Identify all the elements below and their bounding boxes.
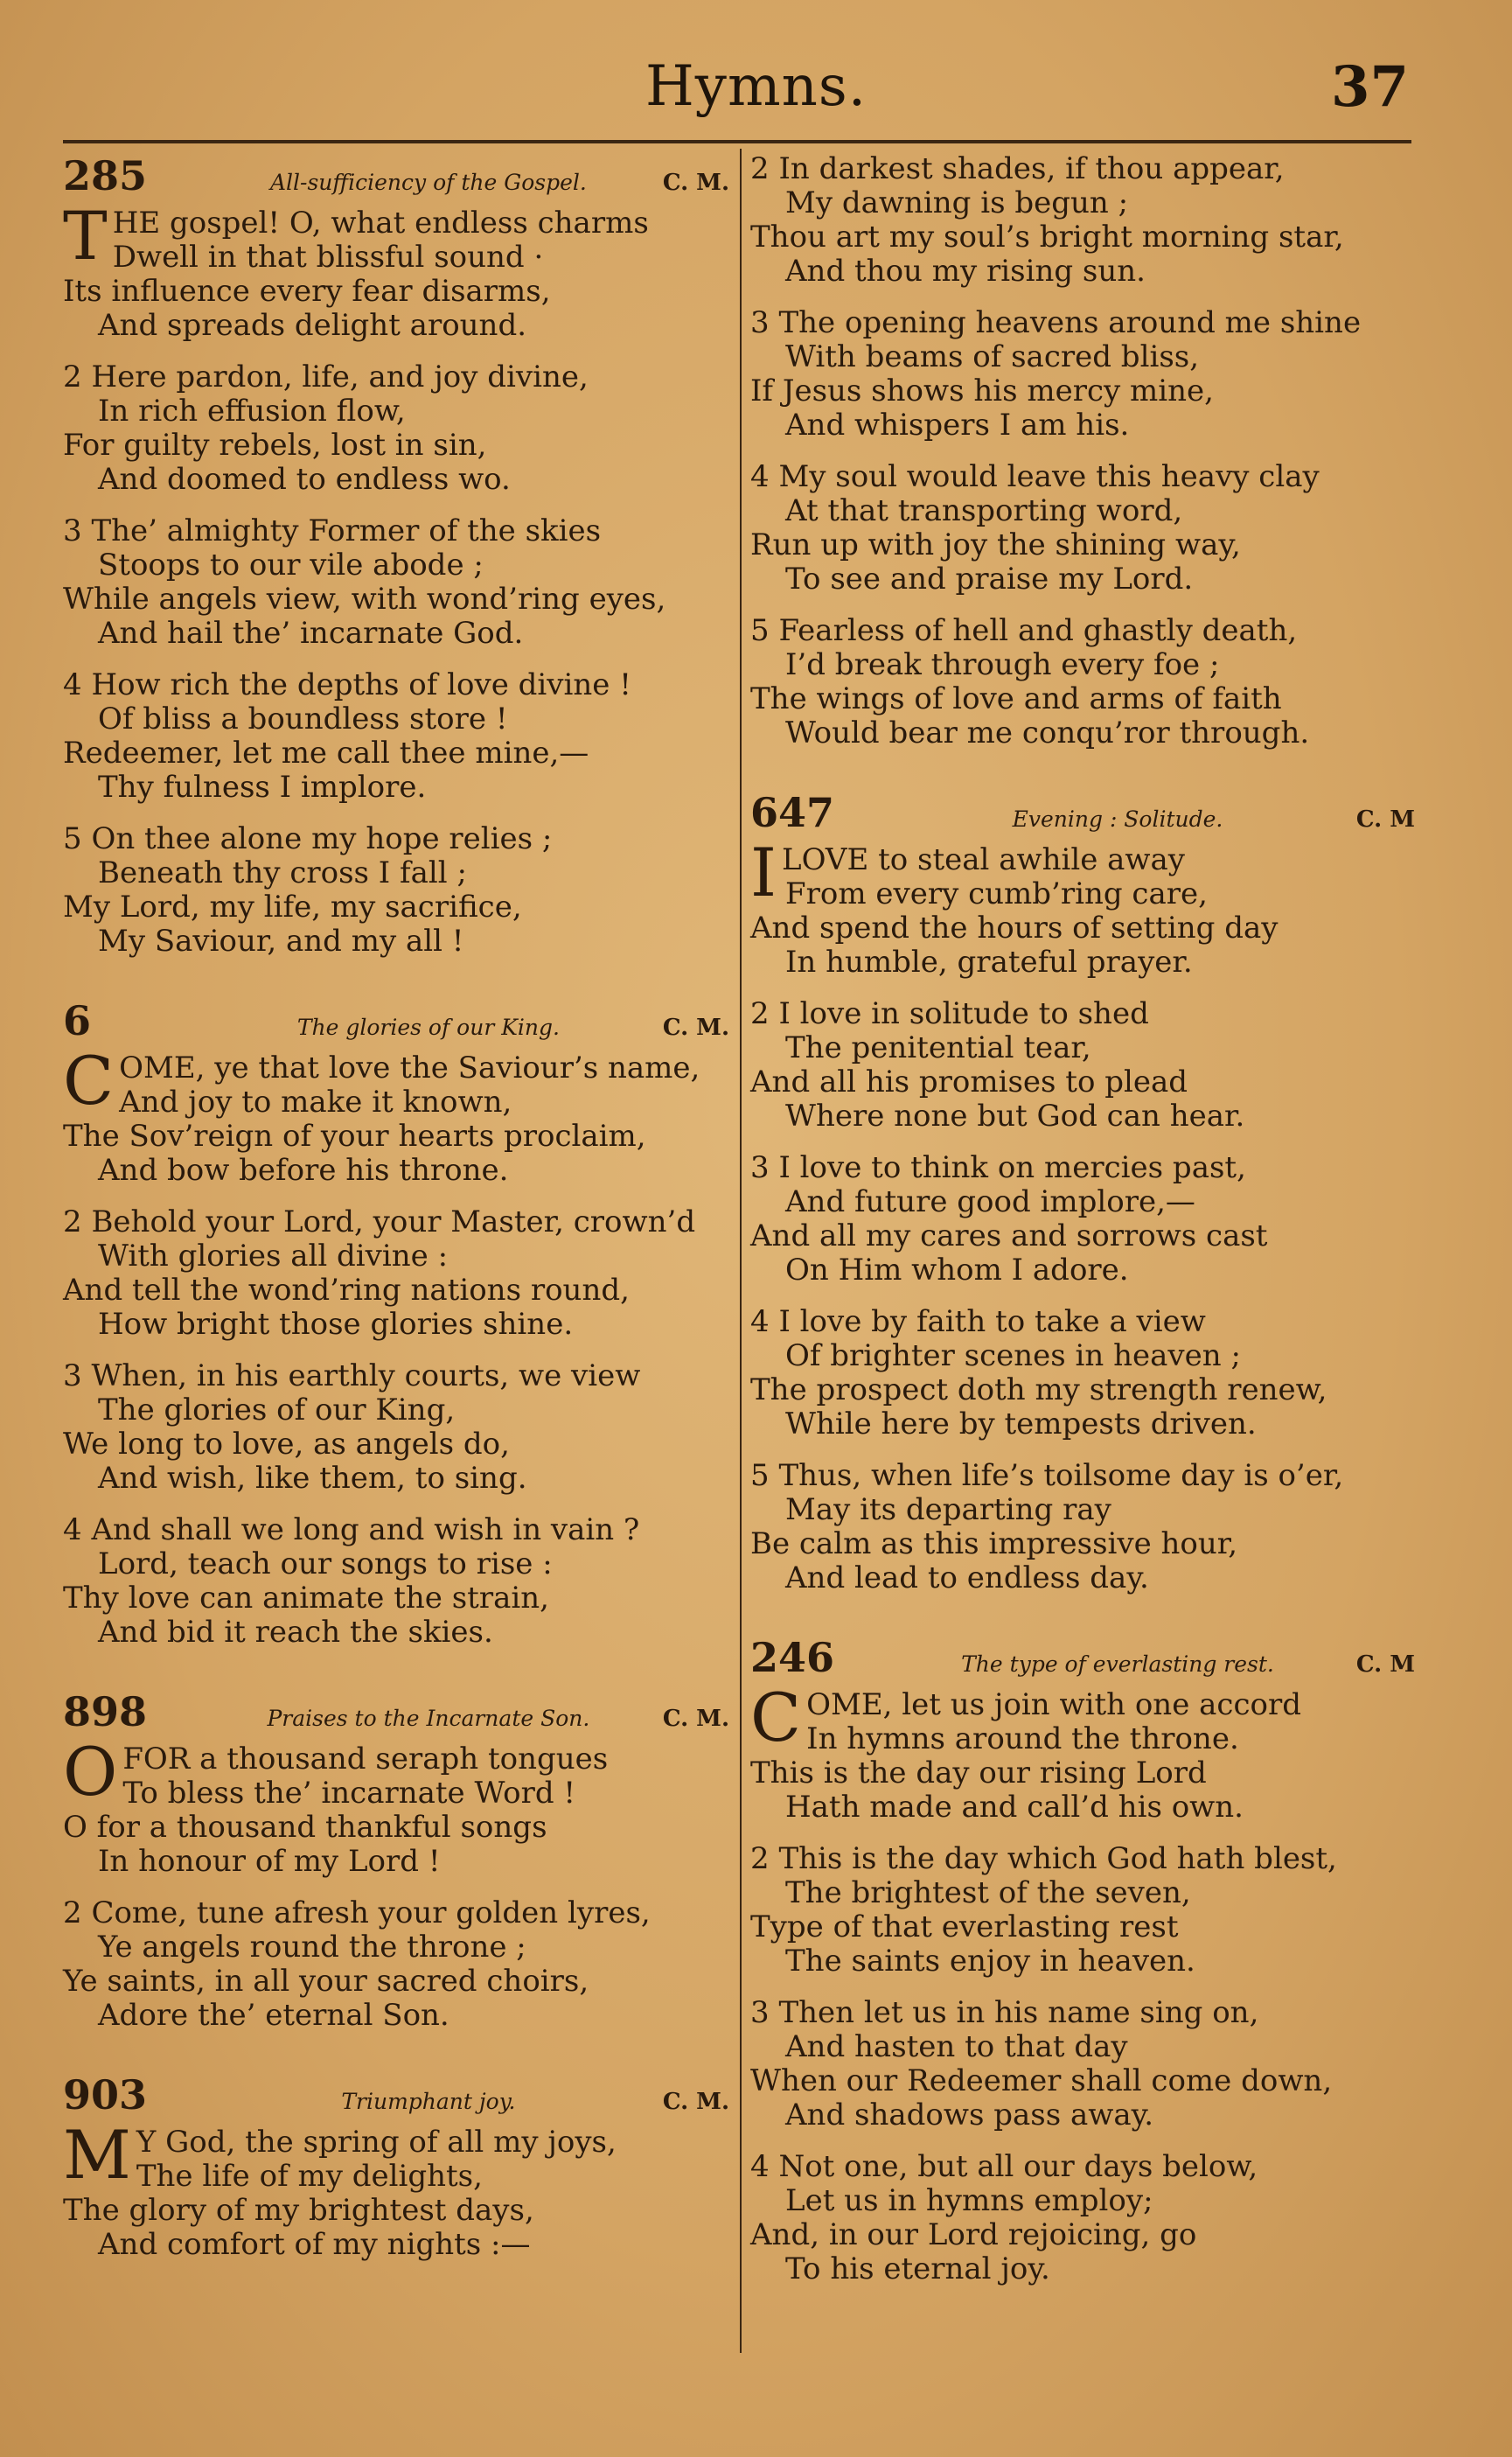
verse-line: 3 The opening heavens around me shine — [750, 305, 1362, 340]
hymn-number: 285 — [63, 152, 148, 199]
verse — [750, 1305, 1415, 1441]
right-column — [750, 152, 1415, 2325]
verse — [63, 1896, 729, 2033]
hymn-meter: C. M. — [662, 2089, 729, 2115]
verse-line: 5 Thus, when life’s toilsome day is o’er, — [750, 1458, 1344, 1493]
verse-line: Redeemer, let me call thee mine,— — [63, 736, 589, 771]
verse-line: 2 Here pardon, life, and joy divine, — [63, 359, 589, 394]
drop-capital: O — [63, 1733, 118, 1811]
hymn-title: The type of everlasting rest. — [961, 1651, 1274, 1677]
hymn-903 — [63, 2071, 729, 2262]
drop-capital: M — [63, 2116, 131, 2194]
hymn-header — [63, 997, 729, 1043]
verse-line: My Lord, my life, my sacrifice, — [63, 890, 522, 925]
verse-line: 4 I love by faith to take a view — [750, 1304, 1206, 1339]
hymn-number: 647 — [750, 789, 835, 836]
verse-line: And wish, like them, to sing. — [98, 1461, 527, 1496]
verse-line: OME, let us join with one accord — [806, 1687, 1301, 1722]
verse-line: The glory of my brightest days, — [63, 2193, 534, 2228]
verse-line: 4 Not one, but all our days below, — [750, 2149, 1258, 2184]
verse-line: O for a thousand thankful songs — [63, 1810, 547, 1845]
verse — [750, 152, 1415, 289]
verse-line: 3 The’ almighty Former of the skies — [63, 513, 602, 548]
hymn-246 — [750, 1634, 1415, 2286]
drop-capital: T — [63, 197, 108, 275]
verse-line: And hail the’ incarnate God. — [98, 616, 524, 651]
verse-line: The Sov’reign of your hearts proclaim, — [63, 1119, 646, 1154]
hymn-number: 6 — [63, 997, 92, 1044]
verse-line: And comfort of my nights :— — [98, 2227, 531, 2262]
verse-line: 5 On thee alone my hope relies ; — [63, 821, 553, 856]
verse-line: Thy love can animate the strain, — [63, 1581, 549, 1616]
verse-line: And thou my rising sun. — [785, 254, 1146, 289]
drop-capital: I — [750, 834, 777, 911]
verse-line: And tell the wond’ring nations round, — [63, 1273, 630, 1308]
verse-line: 5 Fearless of hell and ghastly death, — [750, 613, 1298, 648]
verse-line: From every cumb’ring care, — [785, 876, 1208, 911]
verse-line: The brightest of the seven, — [785, 1875, 1191, 1910]
verse — [750, 1459, 1415, 1595]
verse — [750, 997, 1415, 1134]
verse-line: When our Redeemer shall come down, — [750, 2063, 1333, 2098]
verse-line: Type of that everlasting rest — [750, 1909, 1179, 1944]
verse-line: In rich effusion flow, — [98, 394, 406, 429]
verse-line: 4 How rich the depths of love divine ! — [63, 667, 631, 702]
verse-line: Where none but God can hear. — [785, 1099, 1245, 1134]
left-column — [63, 152, 729, 2300]
verse-line: Ye saints, in all your sacred choirs, — [63, 1964, 589, 1999]
first-verse-lines — [63, 1042, 729, 1188]
verse — [750, 2150, 1415, 2286]
page-title: Hymns. — [645, 54, 867, 119]
hymn-meter: C. M. — [662, 1706, 729, 1732]
verse-line: Thou art my soul’s bright morning star, — [750, 220, 1344, 255]
hymn-meter: C. M — [1355, 806, 1415, 833]
verse-line: To his eternal joy. — [785, 2251, 1050, 2286]
verse-line: HE gospel! O, what endless charms — [112, 206, 649, 241]
verse-line: Be calm as this impressive hour, — [750, 1526, 1238, 1561]
first-verse-lines — [63, 1733, 729, 1879]
verse-line: And joy to make it known, — [119, 1085, 512, 1120]
hymn-285 — [63, 152, 729, 959]
verse-line: We long to love, as angels do, — [63, 1427, 510, 1462]
hymn-header — [63, 152, 729, 198]
first-verse — [750, 834, 1415, 980]
verse-line: Hath made and call’d his own. — [785, 1790, 1244, 1825]
verse-line: 4 And shall we long and wish in vain ? — [63, 1512, 640, 1547]
hymn-number: 898 — [63, 1688, 148, 1735]
hymn-898 — [63, 1688, 729, 2033]
verse-line: And spend the hours of setting day — [750, 911, 1279, 946]
verse-line: In honour of my Lord ! — [98, 1844, 441, 1879]
verse-line: And lead to endless day. — [785, 1560, 1149, 1595]
hymn-header — [750, 1634, 1415, 1679]
verse — [63, 668, 729, 805]
verse-line: Of bliss a boundless store ! — [98, 702, 508, 736]
verse-line: And shadows pass away. — [785, 2098, 1154, 2132]
verse-line: While angels view, with wond’ring eyes, — [63, 582, 666, 617]
hymn-903-continued — [750, 152, 1415, 750]
hymn-meter: C. M. — [662, 170, 729, 196]
hymn-title: The glories of our King. — [296, 1015, 560, 1040]
verse-line: The saints enjoy in heaven. — [785, 1944, 1195, 1979]
verse-line: At that transporting word, — [785, 493, 1183, 528]
verse-line: LOVE to steal awhile away — [782, 842, 1185, 877]
drop-capital: C — [750, 1679, 802, 1756]
verse-line: In humble, grateful prayer. — [785, 945, 1193, 980]
verse-line: Let us in hymns employ; — [785, 2183, 1153, 2218]
hymn-meter: C. M. — [662, 1015, 729, 1041]
verse-line: Beneath thy cross I fall ; — [98, 855, 467, 890]
verse-line: My Saviour, and my all ! — [98, 924, 464, 959]
verse-line: 3 When, in his earthly courts, we view — [63, 1358, 641, 1393]
verse — [750, 614, 1415, 750]
first-verse-lines — [63, 2116, 729, 2262]
verse-line: FOR a thousand seraph tongues — [122, 1742, 609, 1776]
verse-line: Thy fulness I implore. — [98, 770, 427, 805]
hymn-meter: C. M — [1355, 1651, 1415, 1678]
verse-line: 2 Behold your Lord, your Master, crown’d — [63, 1204, 696, 1239]
verse-line: 2 I love in solitude to shed — [750, 996, 1149, 1031]
verse-line: And doomed to endless wo. — [98, 462, 511, 497]
verse-line: Adore the’ eternal Son. — [98, 1998, 449, 2033]
verse-line: With glories all divine : — [98, 1239, 449, 1274]
verse-line: Dwell in that blissful sound · — [112, 240, 544, 275]
verse-line: 3 Then let us in his name sing on, — [750, 1995, 1259, 2030]
verse — [63, 514, 729, 651]
verse-line: Lord, teach our songs to rise : — [98, 1546, 553, 1581]
verse-line: To see and praise my Lord. — [785, 562, 1194, 597]
verse-line: With beams of sacred bliss, — [785, 339, 1200, 374]
verse-line: And, in our Lord rejoicing, go — [750, 2217, 1197, 2252]
first-verse — [750, 1679, 1415, 1825]
verse-line: This is the day our rising Lord — [750, 1755, 1207, 1790]
verse-line: If Jesus shows his mercy mine, — [750, 373, 1214, 408]
verse-line: And whispers I am his. — [785, 408, 1130, 443]
verse-line: The glories of our King, — [98, 1393, 456, 1427]
verse-line: 2 Come, tune afresh your golden lyres, — [63, 1895, 651, 1930]
verse-line: The wings of love and arms of faith — [750, 681, 1282, 716]
column-divider — [740, 149, 742, 2353]
verse-line: My dawning is begun ; — [785, 185, 1129, 220]
verse-line: For guilty rebels, lost in sin, — [63, 428, 487, 463]
verse-line: In hymns around the throne. — [806, 1721, 1239, 1756]
verse-line: To bless the’ incarnate Word ! — [122, 1776, 576, 1811]
first-verse — [63, 2116, 729, 2262]
verse-line: OME, ye that love the Saviour’s name, — [119, 1051, 700, 1085]
hymn-header — [63, 1688, 729, 1734]
verse-line: How bright those glories shine. — [98, 1307, 574, 1342]
hymn-number: 903 — [63, 2071, 148, 2118]
verse-line: May its departing ray — [785, 1492, 1111, 1527]
verse — [63, 1513, 729, 1650]
verse-line: I’d break through every foe ; — [785, 647, 1220, 682]
first-verse-lines — [63, 197, 729, 343]
verse-line: The life of my delights, — [136, 2159, 483, 2194]
verse — [63, 360, 729, 497]
hymn-6 — [63, 997, 729, 1650]
first-verse-lines — [750, 1679, 1415, 1825]
first-verse-lines — [750, 834, 1415, 980]
hymn-number: 246 — [750, 1634, 835, 1681]
header-rule — [63, 140, 1411, 143]
verse — [63, 822, 729, 959]
page-number: 37 — [1330, 54, 1409, 120]
verse-line: And all his promises to plead — [750, 1064, 1188, 1099]
hymn-647 — [750, 789, 1415, 1595]
verse-line: And hasten to that day — [785, 2029, 1128, 2064]
verse-line: Stoops to our vile abode ; — [98, 548, 484, 583]
hymn-title: Praises to the Incarnate Son. — [267, 1706, 590, 1731]
verse — [750, 1151, 1415, 1288]
verse-line: 3 I love to think on mercies past, — [750, 1150, 1246, 1185]
hymn-title: Triumphant joy. — [341, 2089, 516, 2114]
verse-line: Y God, the spring of all my joys, — [136, 2125, 617, 2160]
verse-line: While here by tempests driven. — [785, 1406, 1257, 1441]
hymn-header — [63, 2071, 729, 2117]
verse-line: 2 This is the day which God hath blest, — [750, 1841, 1337, 1876]
verse-line: Would bear me conqu’ror through. — [785, 715, 1310, 750]
first-verse — [63, 197, 729, 343]
verse-line: 4 My soul would leave this heavy clay — [750, 459, 1320, 494]
verse-line: Its influence every fear disarms, — [63, 274, 551, 309]
drop-capital: C — [63, 1042, 115, 1120]
verse-line: On Him whom I adore. — [785, 1253, 1129, 1288]
verse-line: Run up with joy the shining way, — [750, 527, 1241, 562]
hymn-title: All-sufficiency of the Gospel. — [269, 170, 587, 195]
verse-line: 2 In darkest shades, if thou appear, — [750, 151, 1285, 186]
hymn-header — [750, 789, 1415, 834]
verse-line: The penitential tear, — [785, 1030, 1091, 1065]
verse — [63, 1359, 729, 1496]
verse-line: And all my cares and sorrows cast — [750, 1218, 1268, 1253]
verse — [63, 1205, 729, 1342]
verse-line: Of brighter scenes in heaven ; — [785, 1338, 1241, 1373]
verse-line: And future good implore,— — [785, 1184, 1195, 1219]
verse-line: Ye angels round the throne ; — [98, 1930, 526, 1965]
verse — [750, 306, 1415, 443]
verse — [750, 1996, 1415, 2132]
first-verse — [63, 1733, 729, 1879]
hymn-title: Evening : Solitude. — [1012, 806, 1223, 832]
verse-line: The prospect doth my strength renew, — [750, 1372, 1327, 1407]
verse-line: And bid it reach the skies. — [98, 1615, 493, 1650]
verse — [750, 460, 1415, 597]
first-verse — [63, 1042, 729, 1188]
verse-line: And bow before his throne. — [98, 1153, 509, 1188]
verse — [750, 1842, 1415, 1979]
verse-line: And spreads delight around. — [98, 308, 527, 343]
